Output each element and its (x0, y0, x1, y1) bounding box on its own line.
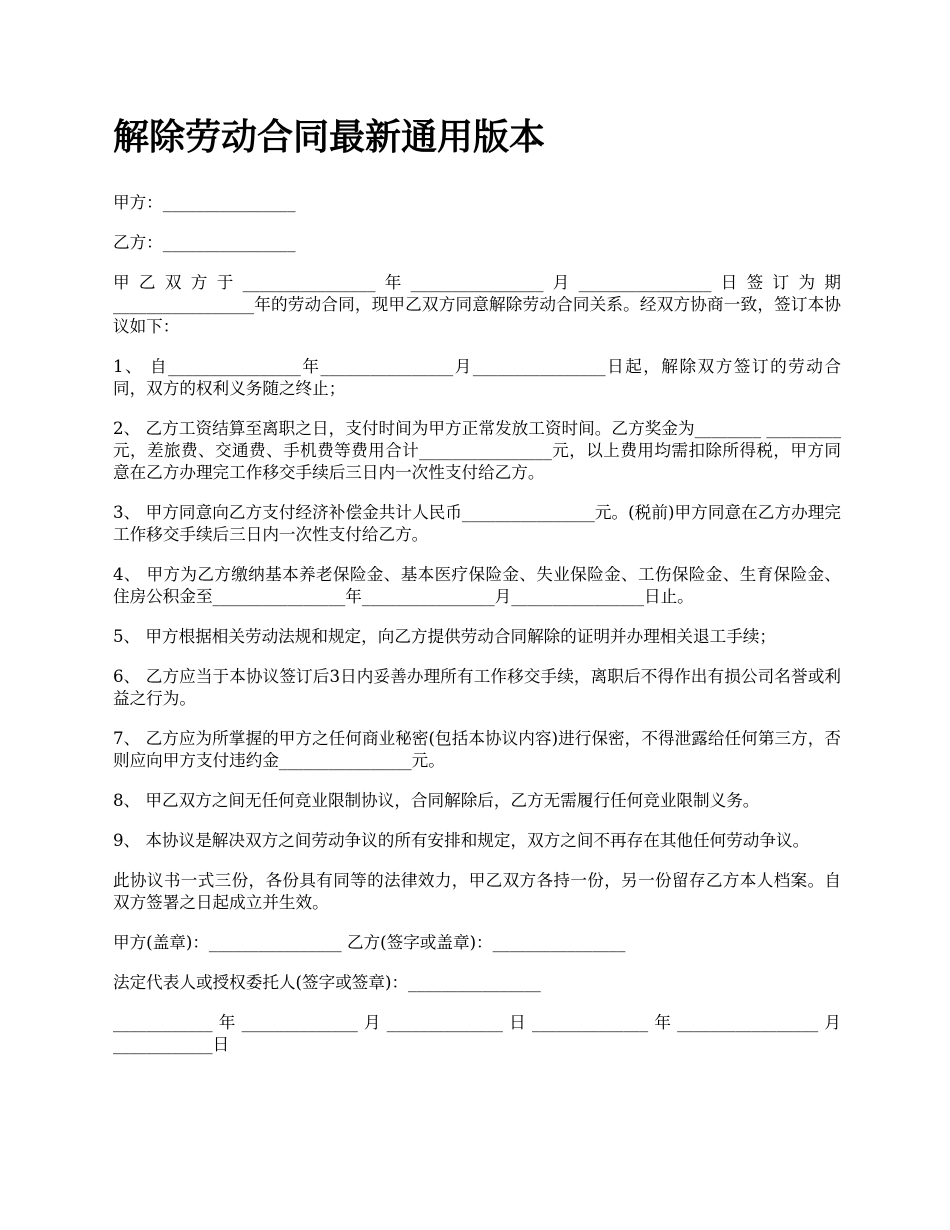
signature-line: 甲方(盖章)：________________ 乙方(签字或盖章)：________________ (113, 933, 626, 952)
clause-5: 5、 甲方根据相关劳动法规和规定，向乙方提供劳动合同解除的证明并办理相关退工手续； (113, 627, 776, 646)
clause-1: 1、 自________________年________________月________________日起，解除双方签订的劳动合同，双方的权利义务随之终止； (113, 357, 841, 398)
clause-8: 8、 甲乙双方之间无任何竞业限制协议，合同解除后，乙方无需履行任何竞业限制义务。 (113, 791, 760, 810)
clause-9: 9、 本协议是解决双方之间劳动争议的所有安排和规定，双方之间不再存在其他任何劳动争议。 (113, 831, 810, 850)
representative-line: 法定代表人或授权委托人(签字或签章)：________________ (113, 973, 541, 992)
party-b-line: 乙方：________________ (113, 233, 296, 252)
clause-2: 2、 乙方工资结算至离职之日，支付时间为甲方正常发放工资时间。乙方奖金为________ _________元，差旅费、交通费、手机费等费用合计________________元，以上费用均需扣除所得税，甲方同意在乙方办理完工作移交手续后三日内一次性支付给乙方。 (113, 419, 841, 482)
intro-paragraph: 甲乙双方于________________年________________月________________日签订为期_________________年的劳动合同，现甲乙双方同意解除劳动合同关系。经双方协商一致，签订本协议如下： (113, 273, 841, 336)
document-title: 解除劳动合同最新通用版本 (113, 116, 546, 158)
party-a-line: 甲方：________________ (113, 193, 296, 212)
date-line: ____________年______________月______________日______________年_________________月____________日 (113, 1013, 841, 1054)
clause-7: 7、 乙方应为所掌握的甲方之任何商业秘密(包括本协议内容)进行保密，不得泄露给任何第三方，否则应向甲方支付违约金________________元。 (113, 729, 841, 770)
clause-4: 4、 甲方为乙方缴纳基本养老保险金、基本医疗保险金、失业保险金、工伤保险金、生育保险金、住房公积金至________________年________________月________________日止。 (113, 565, 841, 606)
clause-3: 3、 甲方同意向乙方支付经济补偿金共计人民币________________元。(税前)甲方同意在乙方办理完工作移交手续后三日内一次性支付给乙方。 (113, 503, 841, 544)
document-page (113, 108, 841, 1074)
clause-6: 6、 乙方应当于本协议签订后3日内妥善办理所有工作移交手续，离职后不得作出有损公司名誉或利益之行为。 (113, 667, 841, 708)
closing-paragraph: 此协议书一式三份，各份具有同等的法律效力，甲乙双方各持一份，另一份留存乙方本人档案。自双方签署之日起成立并生效。 (113, 871, 841, 912)
